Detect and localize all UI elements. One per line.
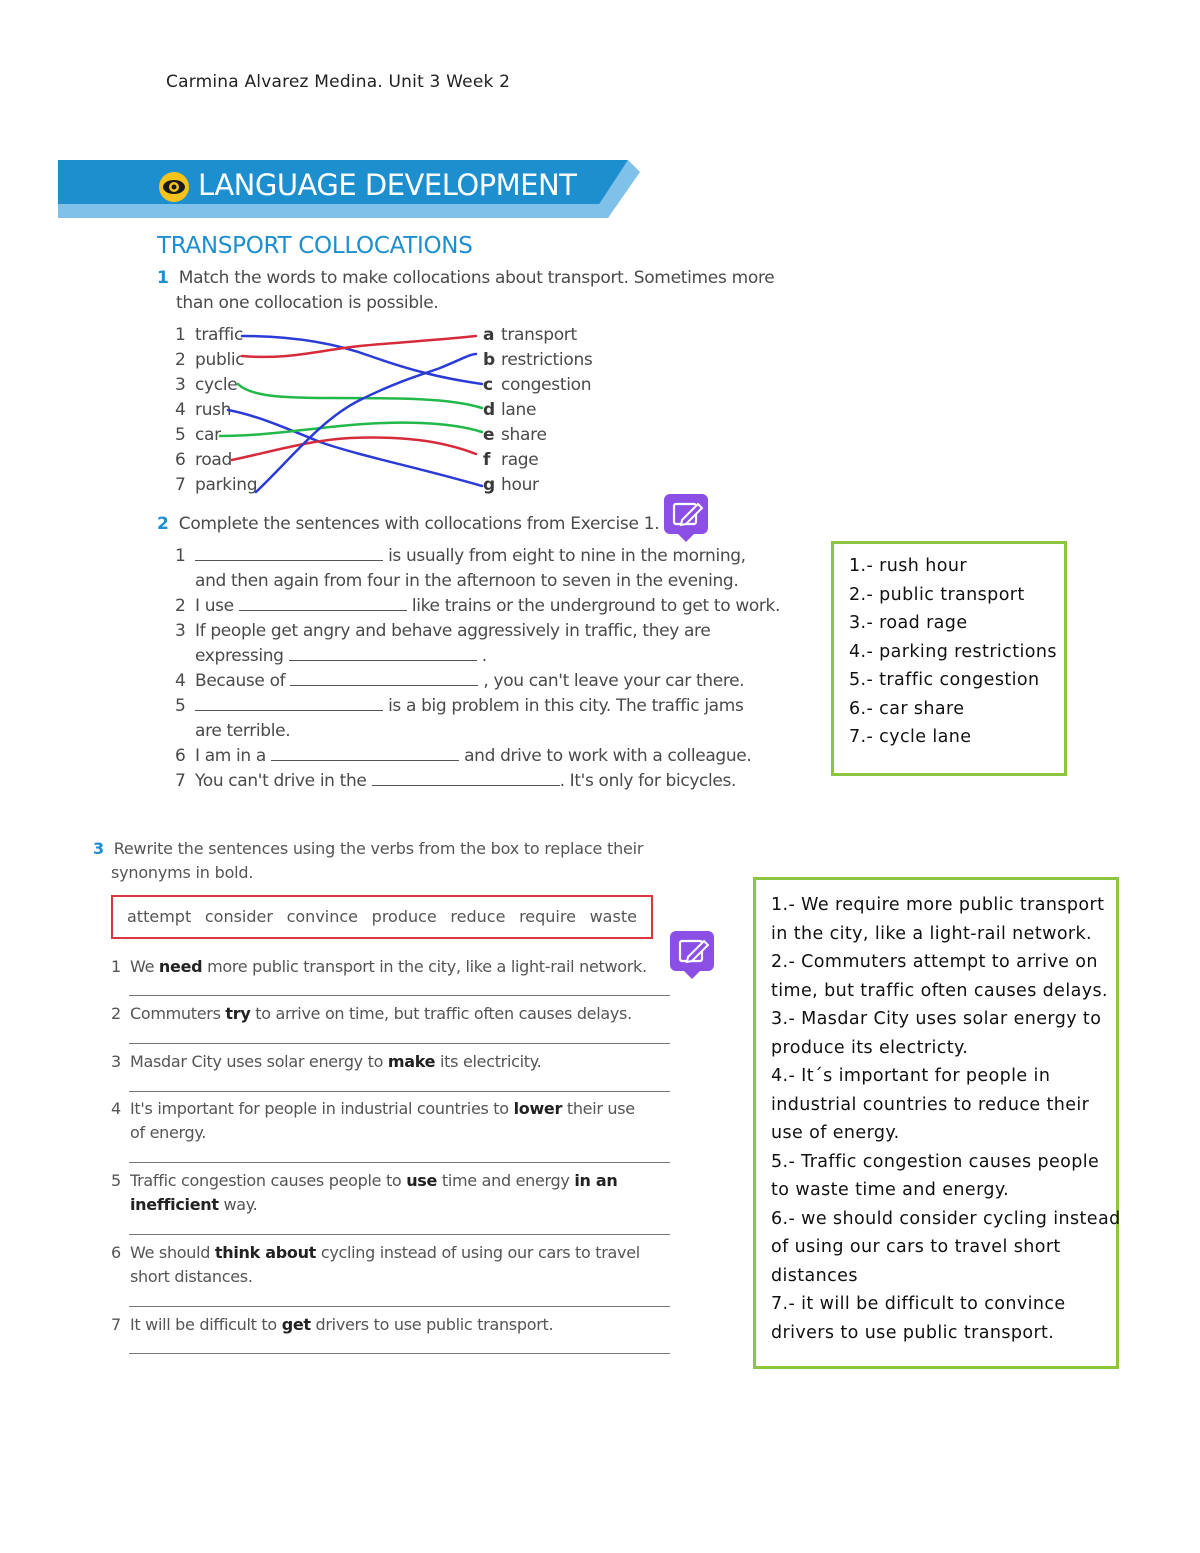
sentence-7: 7 You can't drive in the . It's only for bicycles. xyxy=(175,771,737,791)
blank-line[interactable] xyxy=(195,546,383,561)
instruction-line: than one collocation is possible. xyxy=(176,293,439,313)
answer-line: 7.- cycle lane xyxy=(849,727,972,747)
edit-icon[interactable] xyxy=(662,492,710,544)
answer-line: 5.- Traffic congestion causes people xyxy=(771,1151,1100,1172)
document-header: Carmina Alvarez Medina. Unit 3 Week 2 xyxy=(166,72,511,92)
answer-line[interactable] xyxy=(129,1353,670,1354)
sentence-1: 1 is usually from eight to nine in the morning, xyxy=(175,546,746,566)
list-item: 7 parking xyxy=(175,475,258,495)
word-item: require xyxy=(519,907,576,926)
sentence-3-cont: expressing . xyxy=(195,646,487,666)
list-item: g hour xyxy=(483,475,539,495)
banner-title: LANGUAGE DEVELOPMENT xyxy=(198,168,577,202)
answer-line: use of energy. xyxy=(771,1123,900,1143)
answer-line[interactable] xyxy=(129,1043,670,1044)
answer-line[interactable] xyxy=(129,995,670,996)
list-item: f rage xyxy=(483,450,539,470)
word-item: attempt xyxy=(127,907,192,926)
answer-line: 6.- car share xyxy=(849,698,965,719)
rewrite-item-3: 3 Masdar City uses solar energy to make its electricity. xyxy=(111,1052,542,1071)
answer-line: 2.- Commuters attempt to arrive on xyxy=(771,952,1098,972)
answer-line: 4.- parking restrictions xyxy=(849,641,1057,662)
exercise-number: 1 xyxy=(157,268,169,288)
blank-line[interactable] xyxy=(271,746,459,761)
list-item: a transport xyxy=(483,325,577,345)
word-item: consider xyxy=(204,907,273,926)
answer-line[interactable] xyxy=(129,1162,670,1163)
section-title: TRANSPORT COLLOCATIONS xyxy=(157,233,473,259)
word-item: reduce xyxy=(450,907,506,926)
word-item: waste xyxy=(589,907,637,926)
answer-line: 1.- rush hour xyxy=(849,556,967,576)
rewrite-item-4: 4 It's important for people in industrial countries to lower their use of energy. xyxy=(111,1099,635,1142)
answer-line: 3.- Masdar City uses solar energy to xyxy=(771,1009,1102,1029)
sentence-5: 5 is a big problem in this city. The traffic jams xyxy=(175,696,744,716)
list-item: 3 cycle xyxy=(175,375,238,395)
list-item: 2 public xyxy=(175,350,245,370)
list-item: b restrictions xyxy=(483,350,593,370)
answer-line: 4.- It´s important for people in xyxy=(771,1066,1051,1086)
sentence-2: 2 I use like trains or the underground to get to work. xyxy=(175,596,781,616)
answer-line: to waste time and energy. xyxy=(771,1180,1010,1200)
exercise-number: 3 xyxy=(93,839,104,858)
match-line-road-rage xyxy=(232,438,476,460)
answer-line[interactable] xyxy=(129,1234,670,1235)
word-item: produce xyxy=(371,907,437,926)
list-item: 1 traffic xyxy=(175,325,244,345)
list-item: e share xyxy=(483,425,547,445)
blank-line[interactable] xyxy=(195,696,383,711)
blank-line[interactable] xyxy=(289,646,477,661)
exercise-3-instruction xyxy=(93,837,643,885)
answer-line: industrial countries to reduce their xyxy=(771,1094,1090,1115)
exercise-2-sentences xyxy=(175,544,780,794)
answer-line[interactable] xyxy=(129,1091,670,1092)
rewrite-item-7: 7 It will be difficult to get drivers to use public transport. xyxy=(111,1315,554,1334)
answer-line: time, but traffic often causes delays. xyxy=(771,980,1108,1001)
rewrite-item-1: 1 We need more public transport in the city, like a light-rail network. xyxy=(111,957,647,976)
match-line-cycle-lane xyxy=(238,384,482,408)
answer-line: drivers to use public transport. xyxy=(771,1322,1055,1343)
list-item: d lane xyxy=(483,400,537,420)
answers-exercise-3-box xyxy=(753,877,1119,1369)
sentence-3: 3 If people get angry and behave aggressively in traffic, they are xyxy=(175,621,711,641)
match-line-car-share xyxy=(220,423,482,436)
answer-line: 2.- public transport xyxy=(849,584,1025,605)
word-item: convince xyxy=(286,907,359,926)
rewrite-item-2: 2 Commuters try to arrive on time, but traffic often causes delays. xyxy=(111,1004,632,1023)
match-line-rush-hour xyxy=(228,410,482,486)
blank-line[interactable] xyxy=(290,671,478,686)
match-line-public-transport xyxy=(242,336,476,357)
sentence-text: are terrible. xyxy=(195,721,291,741)
sentence-text: and then again from four in the afternoon to seven in the evening. xyxy=(195,571,739,591)
exercise-number: 2 xyxy=(157,514,169,534)
instruction-line: Rewrite the sentences using the verbs from the box to replace their xyxy=(113,839,644,858)
rewrite-item-5: 5 Traffic congestion causes people to use time and energy in an inefficient way. xyxy=(111,1171,618,1214)
instruction-line: synonyms in bold. xyxy=(111,863,254,882)
list-item: 5 car xyxy=(175,425,221,445)
rewrite-item-6: 6 We should think about cycling instead of using our cars to travel short distances. xyxy=(111,1243,640,1286)
answer-line: 1.- We require more public transport xyxy=(771,895,1105,915)
answer-line: 3.- road rage xyxy=(849,613,968,633)
answer-line: of using our cars to travel short xyxy=(771,1237,1061,1257)
blank-line[interactable] xyxy=(239,596,407,611)
sentence-6: 6 I am in a and drive to work with a colleague. xyxy=(175,746,752,766)
answer-line: produce its electricty. xyxy=(771,1037,969,1058)
list-item: c congestion xyxy=(483,375,592,395)
answer-line: 7.- it will be difficult to convince xyxy=(771,1294,1066,1314)
answer-line: distances xyxy=(771,1265,858,1286)
answer-line: 5.- traffic congestion xyxy=(849,670,1040,690)
exercise-2-instruction xyxy=(157,512,659,537)
edit-icon[interactable] xyxy=(668,929,716,981)
list-item: 4 rush xyxy=(175,400,232,420)
list-item: 6 road xyxy=(175,450,233,470)
answers-exercise-2-box xyxy=(831,541,1067,776)
answer-line: 6.- we should consider cycling instead xyxy=(771,1208,1121,1229)
match-line-traffic-congestion xyxy=(242,336,482,384)
sentence-4: 4 Because of , you can't leave your car there. xyxy=(175,671,745,691)
instruction-line: Match the words to make collocations about transport. Sometimes more xyxy=(178,268,775,288)
verb-word-box xyxy=(111,895,653,939)
instruction-line: Complete the sentences with collocations from Exercise 1. xyxy=(178,514,660,534)
matching-lines xyxy=(0,0,1200,520)
blank-line[interactable] xyxy=(372,771,560,786)
answer-line: in the city, like a light-rail network. xyxy=(771,923,1093,944)
answer-line[interactable] xyxy=(129,1306,670,1307)
